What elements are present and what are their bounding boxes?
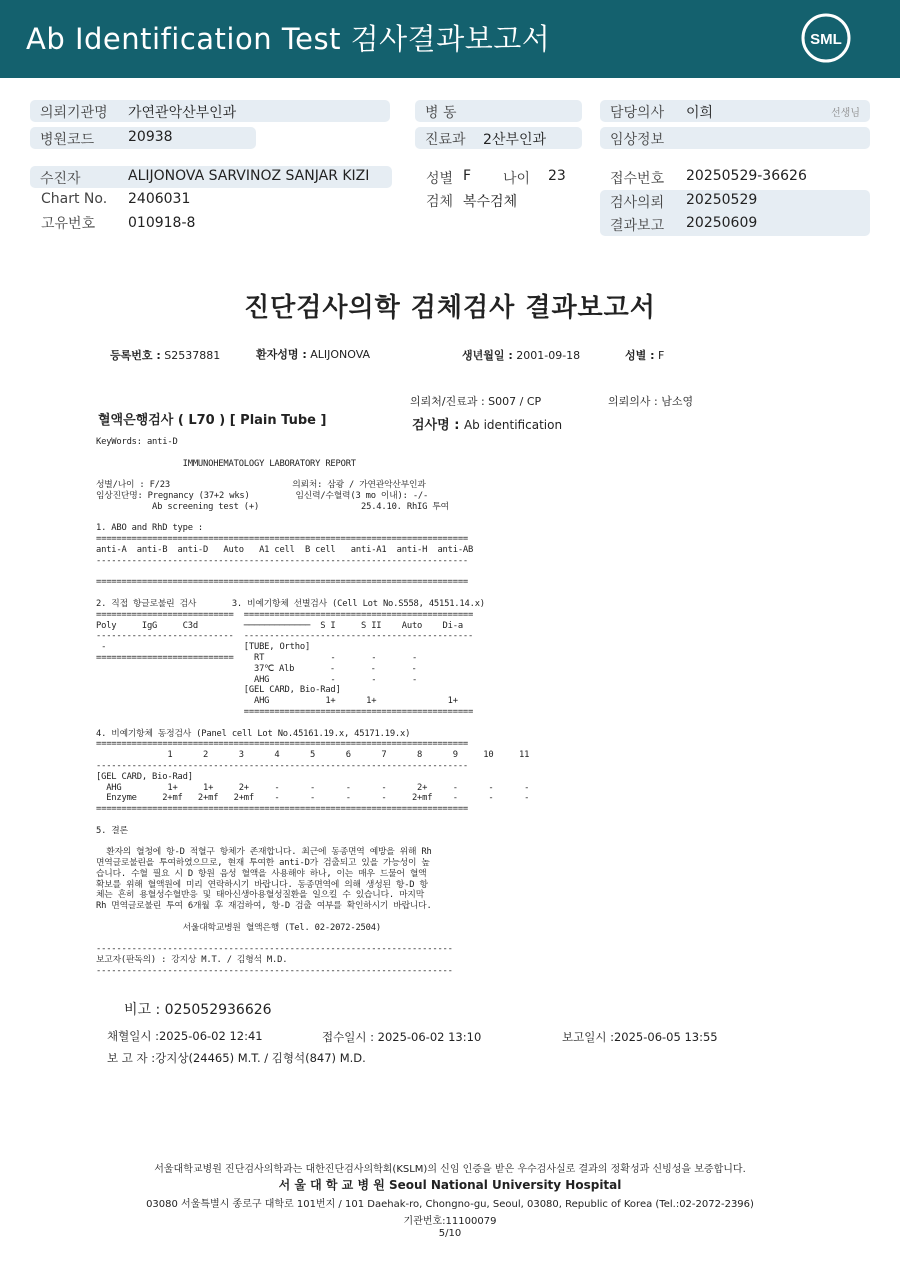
test-group: 혈액은행검사 ( L70 ) [ Plain Tube ] (98, 413, 327, 428)
report-body-line (96, 836, 536, 847)
footer-certification: 서울대학교병원 진단검사의학과는 대한진단검사의학회(KSLM)의 신임 인증을 받은 우수검사실로 결과의 정확성과 신빙성을 보증합니다. (154, 1164, 746, 1175)
report-dept-label: 의뢰처/진료과 : (410, 395, 485, 408)
report-body-line: [GEL CARD, Bio-Rad] (96, 771, 193, 782)
report-body-line: anti-A anti-B anti-D Auto A1 cell B cell anti-A1 anti-H anti-AB (96, 544, 474, 555)
institution-label: 의뢰기관명 (40, 105, 108, 121)
reported-value: 2025-06-05 13:55 (613, 1030, 718, 1044)
report-body-line: Rh 면역글로불린 투여 6개월 후 재검하여, 항-D 검출 여부를 확인하시기 바랍니다. (96, 901, 432, 912)
patient-value: ALIJONOVA SARVINOZ SANJAR KIZI (128, 168, 370, 184)
report-body-line (96, 448, 536, 459)
test-name (412, 414, 562, 433)
note-label: 비고 : (124, 1002, 161, 1018)
sex-label: 성별 (426, 171, 454, 187)
ward-label: 병 동 (425, 105, 457, 121)
report-body-line: ========================================================================= (96, 739, 469, 750)
footer-hospital-en: Seoul National University Hospital (389, 1178, 622, 1192)
institution-field (30, 100, 390, 122)
report-date-value: 20250609 (686, 215, 758, 231)
birth-date-label: 생년월일 : (462, 349, 513, 362)
report-body-line (96, 567, 536, 578)
report-body-line (96, 588, 536, 599)
receive-label: 접수일시 : (322, 1030, 374, 1044)
report-sex (625, 347, 664, 363)
department-label: 진료과 (425, 132, 466, 148)
report-body-line: AHG 1+ 1+ 1+ (96, 696, 458, 707)
sml-logo (800, 12, 852, 64)
sml-logo-text: SML (810, 31, 842, 48)
report-body-line (96, 912, 536, 923)
receive-time (322, 1029, 481, 1045)
patient-field (30, 166, 392, 188)
receipt-no-label: 접수번호 (610, 171, 665, 187)
report-body-line: Poly IgG C3d ───────────── S I S II Auto Di-a (96, 620, 463, 631)
specimen-value: 복수검체 (463, 194, 518, 210)
sex-value: F (463, 168, 472, 184)
report-body-line: ------------------------------------------------------------------------- (96, 555, 469, 566)
report-title: 진단검사의학 검체검사 결과보고서 (244, 293, 656, 323)
report-body-line: ---------------------------------------------------------------------- (96, 966, 453, 977)
unique-no-value: 010918-8 (128, 215, 196, 231)
request-date-label: 검사의뢰 (610, 195, 665, 211)
ward-field (415, 100, 582, 122)
report-body-line: ---------------------------------------------------------------------- (96, 944, 453, 955)
report-body-line: 5. 결론 (96, 825, 128, 836)
report-body-line: 임상진단명: Pregnancy (37+2 wks) 임신력/수혈력(3 mo 이내): -/- (96, 490, 429, 501)
reg-no-label: 등록번호 : (110, 349, 161, 362)
report-body-line: 서울대학교병원 혈액은행 (Tel. 02-2072-2504) (96, 922, 381, 933)
test-name-value: Ab identification (463, 418, 563, 432)
department-value: 2산부인과 (483, 132, 547, 148)
hospital-code-value: 20938 (128, 129, 173, 145)
report-body-line: =========================== RT - - - (96, 652, 418, 663)
report-body-line: ------------------------------------------------------------------------- (96, 760, 469, 771)
patient-name-label: 환자성명 : (256, 348, 307, 361)
footer-hospital-ko: 서 울 대 학 교 병 원 (278, 1178, 385, 1192)
page-number: 5/10 (438, 1228, 462, 1239)
reporter-value: 강지상(24465) M.T. / 김형석(847) M.D. (155, 1051, 366, 1065)
reporter-label: 보 고 자 : (107, 1051, 156, 1065)
report-body-line: 1 2 3 4 5 6 7 8 9 10 11 (96, 750, 530, 761)
patient-name (256, 346, 370, 362)
report-body-line: 보고자(판독의) : 강지상 M.T. / 김형석 M.D. (96, 955, 288, 966)
report-body-line: 37℃ Alb - - - (96, 663, 417, 674)
patient-name-value: ALIJONOVA (310, 348, 371, 361)
report-body-line: 체는 흔히 용혈성수혈반응 및 태아신생아용혈성질환을 일으킬 수 있습니다. 마지막 (96, 890, 424, 901)
footer-hospital (0, 1176, 900, 1193)
report-body-line: 2. 직접 항글로불린 검사 3. 비예기항체 선별검사 (Cell Lot No.S558, 45151.14.x) (96, 598, 485, 609)
footer-address: 03080 서울특별시 종로구 대학로 101번지 / 101 Daehak-ro, Chongno-gu, Seoul, 03080, Republic of Korea (Tel.:02-2072-2396) (146, 1199, 754, 1210)
report-doctor-label: 의뢰의사 : (608, 395, 658, 408)
collect-label: 채혈일시 : (107, 1029, 159, 1043)
report-body-line: ========================================================================= (96, 534, 469, 545)
hospital-code-label: 병원코드 (40, 132, 95, 148)
report-body-line (96, 815, 536, 826)
report-sex-label: 성별 : (625, 349, 655, 362)
report-doctor (608, 393, 693, 409)
report-body-line: 환자의 혈청에 항-D 적혈구 항체가 존재합니다. 최근에 동종면역 예방을 위해 Rh (96, 847, 432, 858)
note (124, 999, 272, 1019)
report-body-line: 습니다. 수혈 필요 시 D 항원 음성 혈액을 사용해야 하나, 이는 매우 드물어 혈액 (96, 868, 427, 879)
institution-value: 가연관악산부인과 (128, 105, 237, 121)
doctor-label: 담당의사 (610, 105, 665, 121)
clinical-label: 임상정보 (610, 132, 665, 148)
report-body-line: Enzyme 2+mf 2+mf 2+mf - - - - 2+mf - - - (96, 793, 530, 804)
doctor-suffix: 선생님 (831, 108, 860, 119)
birth-date (462, 347, 580, 363)
report-body-line: AHG 1+ 1+ 2+ - - - - 2+ - - - (96, 782, 530, 793)
reg-no-value: S2537881 (164, 349, 221, 362)
report-body (96, 437, 536, 977)
report-body-line: 면역글로불린을 투여하였으므로, 현재 투여한 anti-D가 검출되고 있을 가능성이 높 (96, 858, 430, 869)
page-title: Ab Identification Test 검사결과보고서 (26, 22, 551, 56)
dates-field (600, 190, 870, 236)
age-label: 나이 (503, 171, 531, 187)
clinical-field (600, 127, 870, 149)
receipt-no-value: 20250529-36626 (686, 168, 807, 184)
age-value: 23 (548, 168, 566, 184)
reg-no (110, 347, 220, 363)
report-body-line: ========================================================================= (96, 804, 469, 815)
report-body-line: Ab screening test (+) 25.4.10. RhIG 투여 (96, 501, 449, 512)
chart-no-label: Chart No. (41, 191, 108, 207)
reported-time (562, 1029, 718, 1045)
report-dept (410, 393, 541, 409)
report-body-line (96, 513, 536, 524)
report-body-line: - [TUBE, Ortho] (96, 642, 311, 653)
report-body-line: 1. ABO and RhD type : (96, 523, 204, 534)
specimen-label: 검체 (426, 194, 454, 210)
report-body-line (96, 469, 536, 480)
report-body-line: 4. 비예기항체 동정검사 (Panel cell Lot No.45161.19.x, 45171.19.x) (96, 728, 411, 739)
reporter (107, 1050, 366, 1066)
report-date-label: 결과보고 (610, 218, 665, 234)
report-body-line (96, 934, 536, 945)
header-bar (0, 0, 900, 78)
report-sex-value: F (657, 349, 665, 362)
unique-no-label: 고유번호 (41, 216, 96, 232)
patient-label: 수진자 (40, 171, 81, 187)
report-body-line: =========================== ============================================= (96, 609, 474, 620)
doctor-value: 이희 (686, 105, 714, 121)
report-body-line: IMMUNOHEMATOLOGY LABORATORY REPORT (96, 458, 356, 469)
chart-no-value: 2406031 (128, 191, 191, 207)
hospital-code-field (30, 127, 256, 149)
report-body-line: --------------------------- --------------------------------------------- (96, 631, 474, 642)
report-body-line: 성별/나이 : F/23 의뢰처: 삼광 / 가연관악산부인과 (96, 480, 426, 491)
reported-label: 보고일시 : (562, 1030, 614, 1044)
report-body-line: ========================================================================= (96, 577, 469, 588)
department-field (415, 127, 582, 149)
report-body-line: KeyWords: anti-D (96, 437, 178, 447)
report-dept-value: S007 / CP (488, 395, 542, 408)
report-doctor-value: 남소영 (661, 395, 694, 408)
birth-date-value: 2001-09-18 (516, 349, 581, 362)
request-date-value: 20250529 (686, 192, 758, 208)
doctor-field (600, 100, 870, 122)
report-body-line (96, 718, 536, 729)
report-body-line: [GEL CARD, Bio-Rad] (96, 685, 341, 696)
collect-value: 2025-06-02 12:41 (158, 1029, 263, 1043)
collect-time (107, 1028, 263, 1044)
test-name-label: 검사명 : (412, 418, 460, 433)
footer-institution-no: 기관번호:11100079 (403, 1216, 497, 1227)
report-body-line: 확보를 위해 혈액원에 미리 연락하시기 바랍니다. 동종면역에 의해 생성된 항-D 항 (96, 879, 428, 890)
note-value: 025052936626 (164, 1002, 272, 1018)
report-body-line: AHG - - - (96, 674, 418, 685)
report-body-line: ============================================= (96, 706, 474, 717)
receive-value: 2025-06-02 13:10 (377, 1030, 482, 1044)
